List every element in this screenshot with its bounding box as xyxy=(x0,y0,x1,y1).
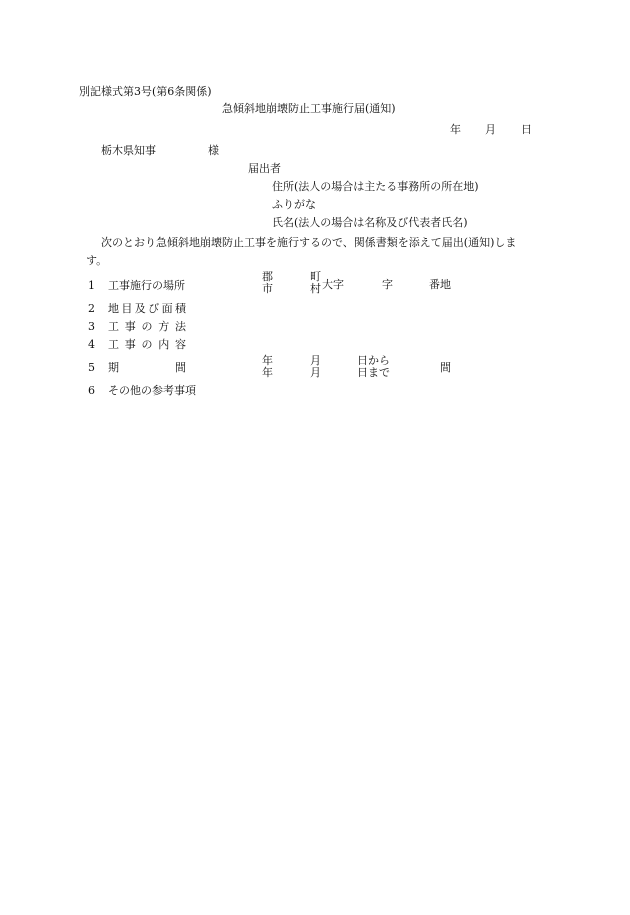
item-label: 期 間 xyxy=(108,361,186,374)
end-month: 月 xyxy=(310,366,321,379)
item-number: 2 xyxy=(88,302,95,315)
mura-text: 村 xyxy=(310,282,321,295)
item-number: 3 xyxy=(88,320,95,333)
notifier-furigana: ふりがな xyxy=(272,198,316,211)
banchi-text: 番地 xyxy=(429,278,451,291)
addressee-honorific: 様 xyxy=(208,144,219,157)
machi-text: 町 xyxy=(310,270,321,283)
end-day: 日まで xyxy=(357,366,390,379)
date-year: 年 xyxy=(450,123,461,136)
item-label: 工 事 の 内 容 xyxy=(108,338,186,351)
gun-text: 郡 xyxy=(262,270,273,283)
document-title: 急傾斜地崩壊防止工事施行届(通知) xyxy=(222,102,396,115)
item-label: 地 目 及 び 面 積 xyxy=(108,302,186,315)
period-month-stack xyxy=(310,355,321,379)
period-day-stack xyxy=(357,355,390,379)
notifier-address: 住所(法人の場合は主たる事務所の所在地) xyxy=(272,180,479,193)
start-year: 年 xyxy=(262,354,273,367)
addressee-name: 栃木県知事 xyxy=(101,144,156,157)
start-day: 日から xyxy=(357,354,390,367)
aza-text: 字 xyxy=(382,278,393,291)
item-number: 1 xyxy=(88,279,95,292)
oaza-text: 大字 xyxy=(322,278,344,291)
item-number: 5 xyxy=(88,361,95,374)
item-label: 工事施行の場所 xyxy=(108,279,185,292)
item-number: 6 xyxy=(88,384,95,397)
notifier-name: 氏名(法人の場合は名称及び代表者氏名) xyxy=(272,216,468,229)
duration-text: 間 xyxy=(440,361,451,374)
end-year: 年 xyxy=(262,366,273,379)
machi-mura-stack xyxy=(310,271,321,295)
start-month: 月 xyxy=(310,354,321,367)
date-month: 月 xyxy=(485,123,496,136)
notifier-heading: 届出者 xyxy=(248,162,281,175)
intro-line-2: す。 xyxy=(86,254,108,267)
item-label: 工 事 の 方 法 xyxy=(108,320,186,333)
shi-text: 市 xyxy=(262,282,273,295)
intro-line-1: 次のとおり急傾斜地崩壊防止工事を施行するので、関係書類を添えて届出(通知)しま xyxy=(101,236,517,249)
period-year-stack xyxy=(262,355,273,379)
date-day: 日 xyxy=(521,123,532,136)
gun-shi-stack xyxy=(262,271,273,295)
form-label: 別記様式第3号(第6条関係) xyxy=(79,85,212,98)
item-number: 4 xyxy=(88,338,95,351)
item-label: その他の参考事項 xyxy=(108,384,196,397)
